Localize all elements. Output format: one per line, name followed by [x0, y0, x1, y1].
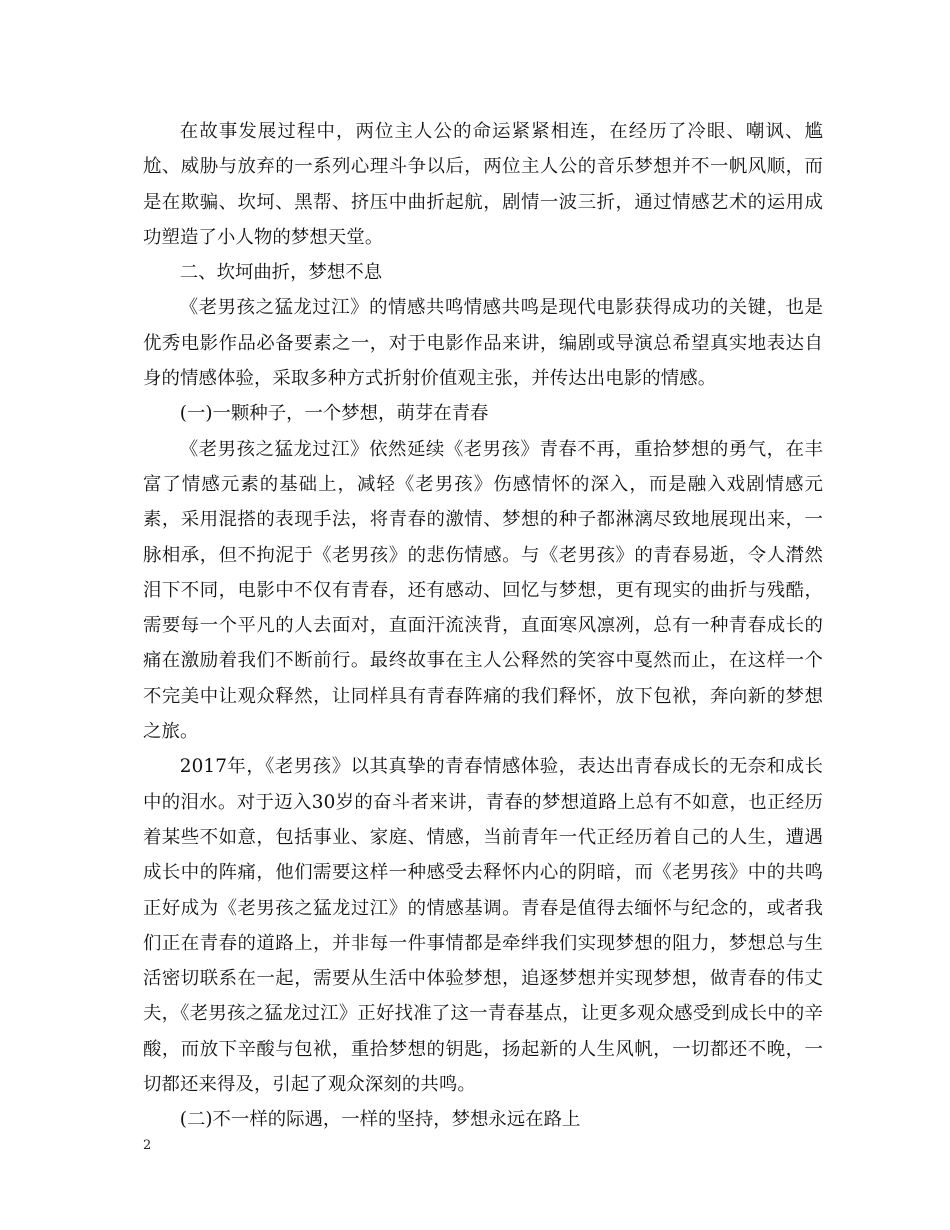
body-paragraph: 《老男孩之猛龙过江》依然延续《老男孩》青春不再，重拾梦想的勇气，在丰富了情感元素的基础上，减轻《老男孩》伤感情怀的深入，而是融入戏剧情感元素，采用混搭的表现手法，将青春的激情、梦想的种子都淋漓尽致地展现出来，一脉相承，但不拘泥于《老男孩》的悲伤情感。与《老男孩》的青春易逝，令人潸然泪下不同，电影中不仅有青春，还有感动、回忆与梦想，更有现实的曲折与残酷，需要每一个平凡的人去面对，直面汗流浃背，直面寒风凛冽，总有一种青春成长的痛在激励着我们不断前行。最终故事在主人公释然的笑容中戛然而止，在这样一个不完美中让观众释然，让同样具有青春阵痛的我们释怀，放下包袱，奔向新的梦想之旅。	[143, 438, 823, 743]
body-paragraph: 在故事发展过程中，两位主人公的命运紧紧相连，在经历了冷眼、嘲讽、尴尬、威胁与放弃的一系列心理斗争以后，两位主人公的音乐梦想并不一帆风顺，而是在欺骗、坎坷、黑帮、挤压中曲折起航，剧情一波三折，通过情感艺术的运用成功塑造了小人物的梦想天堂。	[143, 121, 823, 248]
subsection-heading: (一)一颗种子，一个梦想，萌芽在青春	[179, 403, 489, 425]
document-body	[143, 114, 823, 1138]
body-paragraph: 2017年，《老男孩》以其真挚的青春情感体验，表达出青春成长的无奈和成长中的泪水。对于迈入30岁的奋斗者来讲，青春的梦想道路上总有不如意，也正经历着某些不如意，包括事业、家庭、情感，当前青年一代正经历着自己的人生，遭遇成长中的阵痛，他们需要这样一种感受去释怀内心的阴暗，而《老男孩》中的共鸣正好成为《老男孩之猛龙过江》的情感基调。青春是值得去缅怀与纪念的，或者我们正在青春的道路上，并非每一件事情都是牵绊我们实现梦想的阻力，梦想总与生活密切联系在一起，需要从生活中体验梦想，追逐梦想并实现梦想，做青春的伟丈夫，《老男孩之猛龙过江》正好找准了这一青春基点，让更多观众感受到成长中的辛酸，而放下辛酸与包袱，重拾梦想的钥匙，扬起新的人生风帆，一切都还不晚，一切都还来得及，引起了观众深刻的共鸣。	[143, 756, 823, 1096]
subsection-heading: (二)不一样的际遇，一样的坚持，梦想永远在路上	[179, 1109, 581, 1131]
section-heading: 二、坎坷曲折，梦想不息	[179, 262, 383, 284]
page-number: 2	[143, 1138, 152, 1153]
body-paragraph: 《老男孩之猛龙过江》的情感共鸣情感共鸣是现代电影获得成功的关键，也是优秀电影作品必备要素之一，对于电影作品来讲，编剧或导演总希望真实地表达自身的情感体验，采取多种方式折射价值观主张，并传达出电影的情感。	[143, 297, 823, 390]
